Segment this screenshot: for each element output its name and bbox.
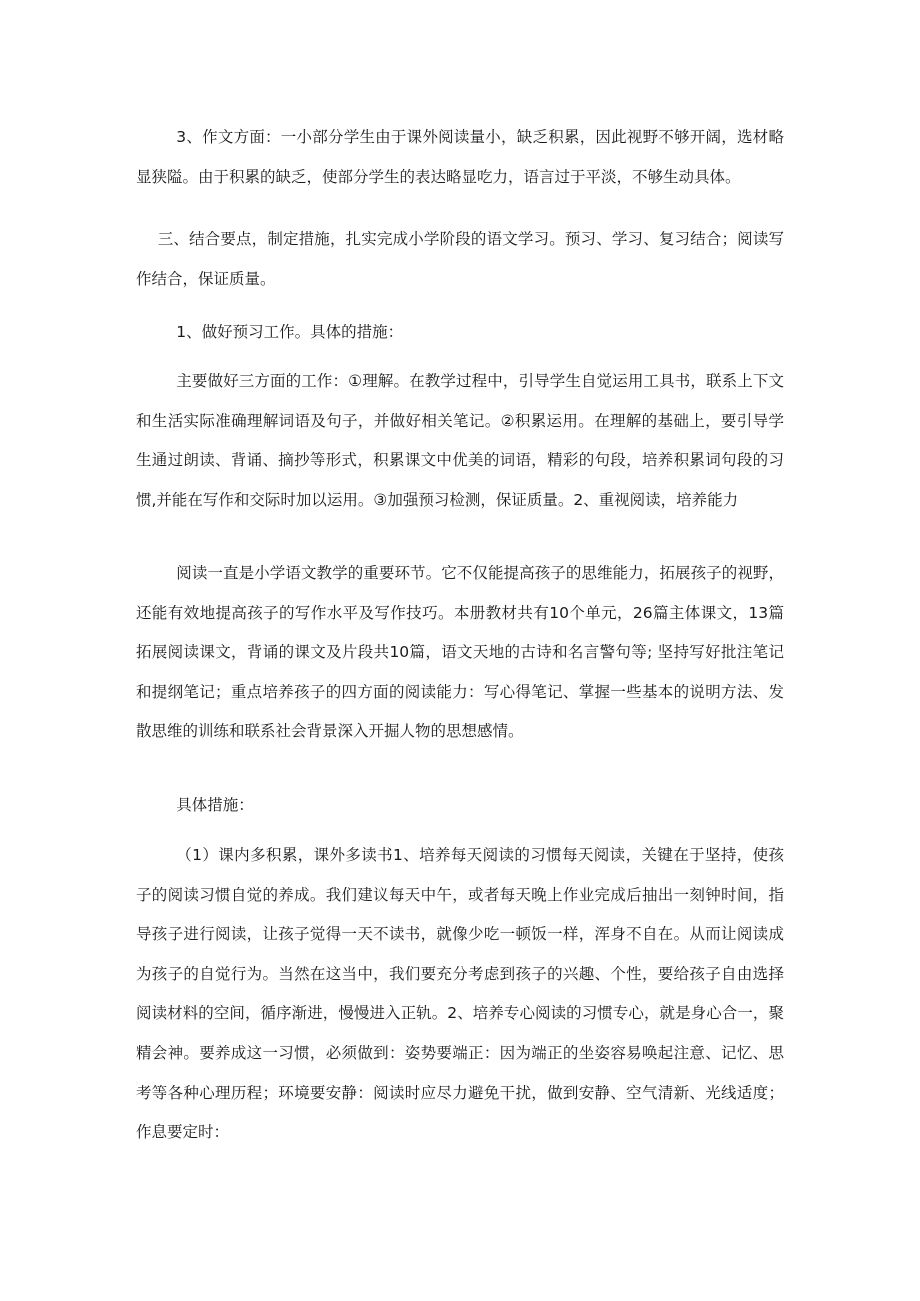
- paragraph-specific-measures: 具体措施：: [176, 796, 254, 814]
- paragraph-preview-measures: 主要做好三方面的工作：①理解。在教学过程中，引导学生自觉运用工具书，联系上下文和生活实际准确理解词语及句子，并做好相关笔记。②积累运用。在理解的基础上，要引导学生通过朗读、背诵、摘抄等形式，积累课文中优美的词语，精彩的句段，培养积累词句段的习惯,并能在写作和交际时加以运用。③加强预习检测，保证质量。2、重视阅读，培养能力: [136, 372, 784, 509]
- paragraph-reading-habits: （1）课内多积累，课外多读书1、培养每天阅读的习惯每天阅读，关键在于坚持，使孩子的阅读习惯自觉的养成。我们建议每天中午，或者每天晚上作业完成后抽出一刻钟时间，指导孩子进行阅读，让孩子觉得一天不读书，就像少吃一顿饭一样，浑身不自在。从而让阅读成为孩子的自觉行为。当然在这当中，我们要充分考虑到孩子的兴趣、个性，要给孩子自由选择阅读材料的空间，循序渐进，慢慢进入正轨。2、培养专心阅读的习惯专心，就是身心合一，聚精会神。要养成这一习惯，必须做到：姿势要端正：因为端正的坐姿容易唤起注意、记忆、思考等各种心理历程；环境要安静：阅读时应尽力避免干扰，做到安静、空气清新、光线适度；作息要定时：: [136, 846, 784, 1142]
- paragraph-composition: 3、作文方面：一小部分学生由于课外阅读量小，缺乏积累，因此视野不够开阔，选材略显狭隘。由于积累的缺乏，使部分学生的表达略显吃力，语言过于平淡，不够生动具体。: [136, 128, 784, 186]
- paragraph-preview-heading: 1、做好预习工作。具体的措施：: [176, 323, 404, 341]
- paragraph-reading: 阅读一直是小学语文教学的重要环节。它不仅能提高孩子的思维能力，拓展孩子的视野，还能有效地提高孩子的写作水平及写作技巧。本册教材共有10个单元，26篇主体课文，13篇拓展阅读课文，背诵的课文及片段共10篇，语文天地的古诗和名言警句等; 坚持写好批注笔记和提纲笔记；重点培养孩子的四方面的阅读能力：写心得笔记、掌握一些基本的说明方法、发散思维的训练和联系社会背景深入开掘人物的思想感情。: [136, 564, 784, 741]
- paragraph-section-three: 三、结合要点，制定措施，扎实完成小学阶段的语文学习。预习、学习、复习结合；阅读写作结合，保证质量。: [136, 230, 784, 288]
